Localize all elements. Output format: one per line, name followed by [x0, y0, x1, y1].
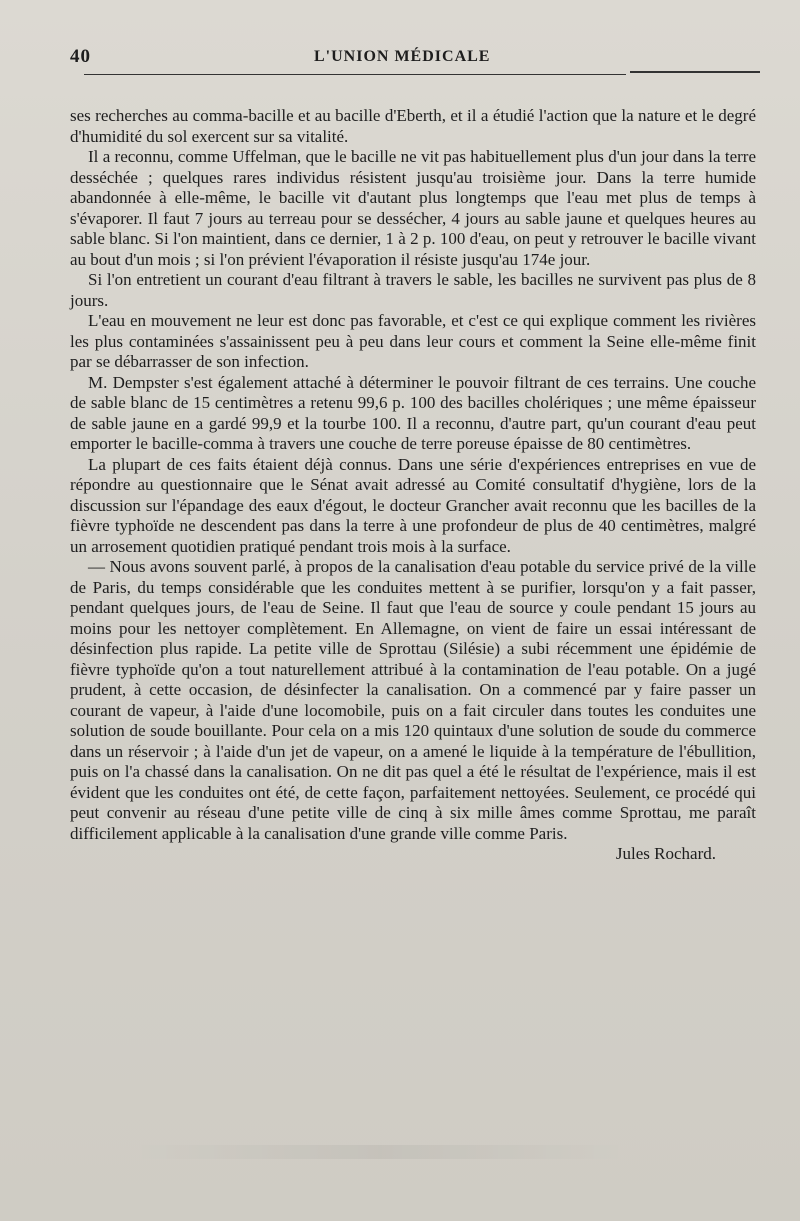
- paragraph: — Nous avons souvent parlé, à propos de la canalisation d'eau potable du service privé de la ville de Paris, du temps considérable que les conduites mettent à se purifier, lorsqu'on y a fait passer, pendant quelques jours, de l'eau de Seine. Il faut que l'eau de source y coule pendant 15 jours au moins pour les nettoyer complètement. En Allemagne, on vient de faire un essai intéressant de désinfection plus rapide. La petite ville de Sprottau (Silésie) a subi récemment une épidémie de fièvre typhoïde qu'on a tout naturellement attribué à la contamination de l'eau potable. On a jugé prudent, à cette occasion, de désinfecter la canalisation. On a commencé par y faire passer un courant de vapeur, à l'aide d'une locomobile, puis on a fait circuler dans toutes les conduites une solution de soude bouillante. Pour cela on a mis 120 quintaux d'une solution de soude du commerce dans un réservoir ; à l'aide d'un jet de vapeur, on a amené le liquide à la température de l'ébullition, puis on l'a chassé dans la canalisation. On ne dit pas quel a été le résultat de l'expérience, mais il est évident que les conduites ont été, de cette façon, parfaitement nettoyées. Seulement, ce procédé qui peut convenir au réseau d'une petite ville de cinq à six mille âmes comme Sprottau, me paraît difficilement applicable à la canalisation d'une grande ville comme Paris.: [70, 557, 756, 843]
- paragraph: L'eau en mouvement ne leur est donc pas favorable, et c'est ce qui explique comment les rivières les plus contaminées s'assainissent peu à peu dans leur cours et comment la Seine elle-même finit par se débarrasser de son infection.: [70, 311, 756, 371]
- paragraph: ses recherches au comma-bacille et au bacille d'Eberth, et il a étudié l'action que la nature et le degré d'humidité du sol exercent sur sa vitalité.: [70, 106, 756, 146]
- author-signature: Jules Rochard.: [615, 844, 716, 863]
- page-number: 40: [70, 46, 91, 67]
- paragraph: Il a reconnu, comme Uffelman, que le bacille ne vit pas habituellement plus d'un jour dans la terre desséchée ; quelques rares individus résistent jusqu'au troisième jour. Dans la terre humide abandonnée à elle-même, le bacille vit d'autant plus longtemps que l'eau met plus de temps à s'évaporer. Il faut 7 jours au terreau pour se dessécher, 4 jours au sable jaune et quelques heures au sable blanc. Si l'on maintient, dans ce dernier, 1 à 2 p. 100 d'eau, on peut y retrouver le bacille vivant au bout d'un mois ; si l'on prévient l'évaporation il résiste jusqu'au 174e jour.: [70, 147, 756, 269]
- paragraph: La plupart de ces faits étaient déjà connus. Dans une série d'expériences entreprises en vue de répondre au questionnaire que le Sénat avait adressé au Comité consultatif d'hygiène, lors de la discussion sur l'épandage des eaux d'égout, le docteur Grancher avait reconnu que les bacilles de la fièvre typhoïde ne descendent pas dans la terre à une profondeur de plus de 40 centimètres, malgré un arrosement quotidien pratiqué pendant trois mois à la surface.: [70, 454, 756, 556]
- paragraph: M. Dempster s'est également attaché à déterminer le pouvoir filtrant de ces terrains. Une couche de sable blanc de 15 centimètres a retenu 99,6 p. 100 des bacilles cholériques ; une même épaisseur de sable jaune en a gardé 99,9 et la tourbe 100. Il a reconnu, d'autre part, qu'un courant d'eau peut emporter le bacille-comma à travers une couche de terre poreuse épaisse de 80 centimètres.: [70, 372, 756, 453]
- page-header: [70, 40, 760, 68]
- running-title: L'UNION MÉDICALE: [314, 48, 491, 65]
- paragraph: Si l'on entretient un courant d'eau filtrant à travers le sable, les bacilles ne survivent pas plus de 8 jours.: [70, 270, 756, 310]
- bleed-through-shadow: [130, 1145, 630, 1159]
- header-rule-right: [630, 71, 760, 73]
- header-rule: [84, 74, 626, 75]
- body-text: [70, 106, 756, 844]
